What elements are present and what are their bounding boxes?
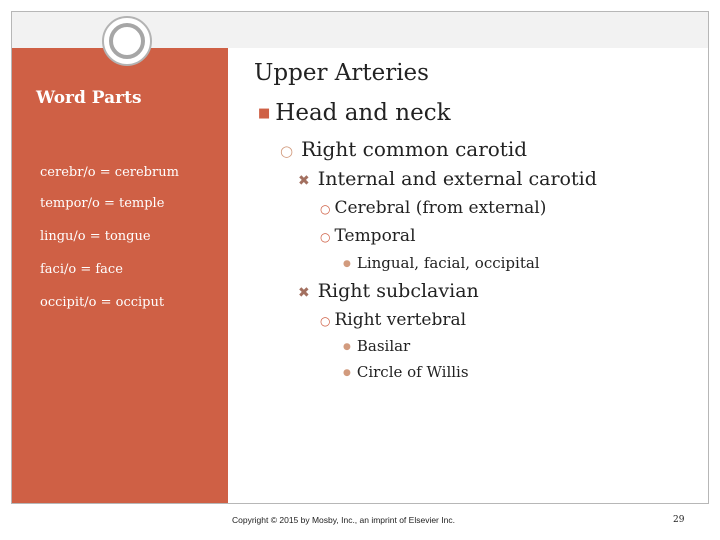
dot-bullet-icon: ● bbox=[343, 368, 351, 378]
bullet-text: Head and neck bbox=[275, 100, 451, 126]
bullet-text: Basilar bbox=[356, 337, 411, 355]
bullet-text: Internal and external carotid bbox=[317, 168, 597, 190]
word-part-item: faci/o = face bbox=[40, 262, 123, 277]
slide-title: Upper Arteries bbox=[254, 60, 429, 86]
bullet-level4 bbox=[320, 226, 416, 246]
dot-bullet-icon: ● bbox=[343, 259, 351, 269]
bullet-level5 bbox=[343, 254, 540, 272]
bullet-text: Right common carotid bbox=[301, 137, 528, 161]
bullet-level3 bbox=[298, 168, 597, 190]
bullet-level5 bbox=[343, 363, 469, 381]
dot-bullet-icon: ● bbox=[343, 342, 351, 352]
bullet-level5 bbox=[343, 337, 410, 355]
bullet-text: Cerebral (from external) bbox=[334, 198, 547, 218]
word-parts-title: Word Parts bbox=[36, 88, 142, 108]
bullet-text: Right vertebral bbox=[334, 310, 467, 330]
bullet-level3 bbox=[298, 280, 479, 302]
circle-ring-icon bbox=[102, 16, 152, 66]
bullet-text: Circle of Willis bbox=[356, 363, 469, 381]
square-bullet-icon: ■ bbox=[258, 106, 271, 121]
word-part-item: occipit/o = occiput bbox=[40, 295, 165, 310]
circle-bullet-icon: ○ bbox=[320, 314, 331, 328]
bullet-text: Right subclavian bbox=[317, 280, 479, 302]
word-part-item: tempor/o = temple bbox=[40, 196, 165, 211]
bullet-text: Lingual, facial, occipital bbox=[356, 254, 540, 272]
page-number: 29 bbox=[673, 515, 685, 525]
bullet-level4 bbox=[320, 310, 466, 330]
x-bullet-icon: ✖ bbox=[298, 285, 310, 301]
copyright-footer: Copyright © 2015 by Mosby, Inc., an imprint of Elsevier Inc. bbox=[232, 515, 455, 525]
word-part-item: cerebr/o = cerebrum bbox=[40, 165, 179, 180]
circle-bullet-icon: ○ bbox=[320, 230, 331, 244]
bullet-text: Temporal bbox=[334, 226, 416, 246]
bullet-level2 bbox=[280, 137, 527, 161]
word-part-item: lingu/o = tongue bbox=[40, 229, 151, 244]
x-bullet-icon: ✖ bbox=[298, 173, 310, 189]
bullet-level1 bbox=[258, 100, 451, 126]
circle-bullet-icon: ○ bbox=[320, 202, 331, 216]
circle-bullet-icon: ○ bbox=[280, 142, 294, 160]
bullet-level4 bbox=[320, 198, 546, 218]
